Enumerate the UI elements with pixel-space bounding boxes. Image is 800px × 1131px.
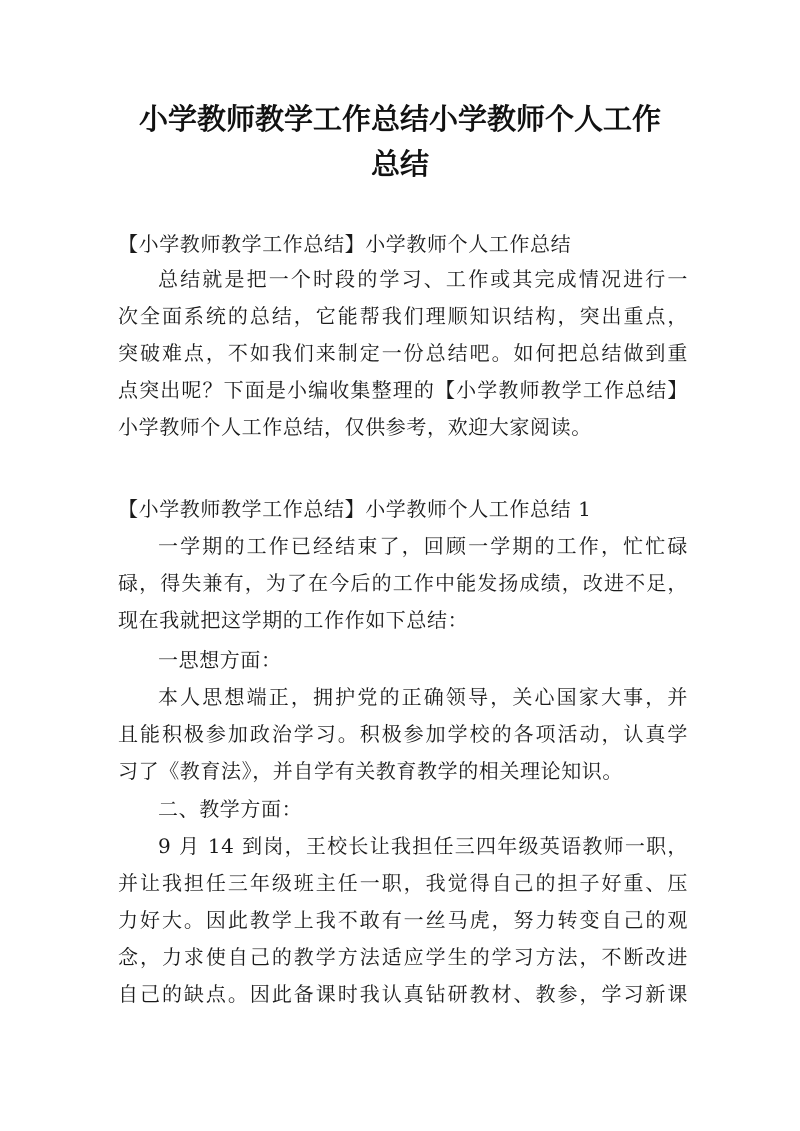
body-line: 本人思想端正，拥护党的正确领导，关心国家大事，并 bbox=[158, 685, 688, 709]
body-line: 一学期的工作已经结束了，回顾一学期的工作，忙忙碌 bbox=[158, 534, 688, 558]
intro-line: 小学教师个人工作总结，仅供参考，欢迎大家阅读。 bbox=[118, 415, 592, 439]
subheading-teaching: 二、教学方面： bbox=[158, 797, 303, 821]
body-line: 碌，得失兼有，为了在今后的工作中能发扬成绩，改进不足， bbox=[118, 571, 688, 595]
body-line: 力好大。因此教学上我不敢有一丝马虎，努力转变自己的观 bbox=[118, 908, 688, 932]
document-title-line-2: 总结 bbox=[370, 147, 429, 181]
intro-heading: 【小学教师教学工作总结】小学教师个人工作总结 bbox=[118, 232, 572, 256]
section-heading: 【小学教师教学工作总结】小学教师个人工作总结 1 bbox=[118, 497, 592, 521]
subheading-thought: 一思想方面： bbox=[158, 648, 282, 672]
body-line: 9 月 14 到岗，王校长让我担任三四年级英语教师一职， bbox=[158, 834, 688, 858]
intro-line: 次全面系统的总结，它能帮我们理顺知识结构，突出重点， bbox=[118, 304, 688, 328]
body-line: 且能积极参加政治学习。积极参加学校的各项活动，认真学 bbox=[118, 722, 688, 746]
body-line: 现在我就把这学期的工作作如下总结： bbox=[118, 608, 469, 632]
body-line: 并让我担任三年级班主任一职，我觉得自己的担子好重、压 bbox=[118, 871, 688, 895]
document-title-line-1: 小学教师教学工作总结小学教师个人工作 bbox=[138, 102, 661, 136]
intro-line: 突破难点，不如我们来制定一份总结吧。如何把总结做到重 bbox=[118, 341, 688, 365]
intro-line: 点突出呢？下面是小编收集整理的【小学教师教学工作总结】 bbox=[118, 378, 688, 402]
body-line: 自己的缺点。因此备课时我认真钻研教材、教参，学习新课 bbox=[118, 982, 688, 1006]
body-line: 念，力求使自己的教学方法适应学生的学习方法，不断改进 bbox=[118, 945, 688, 969]
intro-line: 总结就是把一个时段的学习、工作或其完成情况进行一 bbox=[158, 267, 688, 291]
body-line: 习了《教育法》，并自学有关教育教学的相关理论知识。 bbox=[118, 759, 623, 783]
